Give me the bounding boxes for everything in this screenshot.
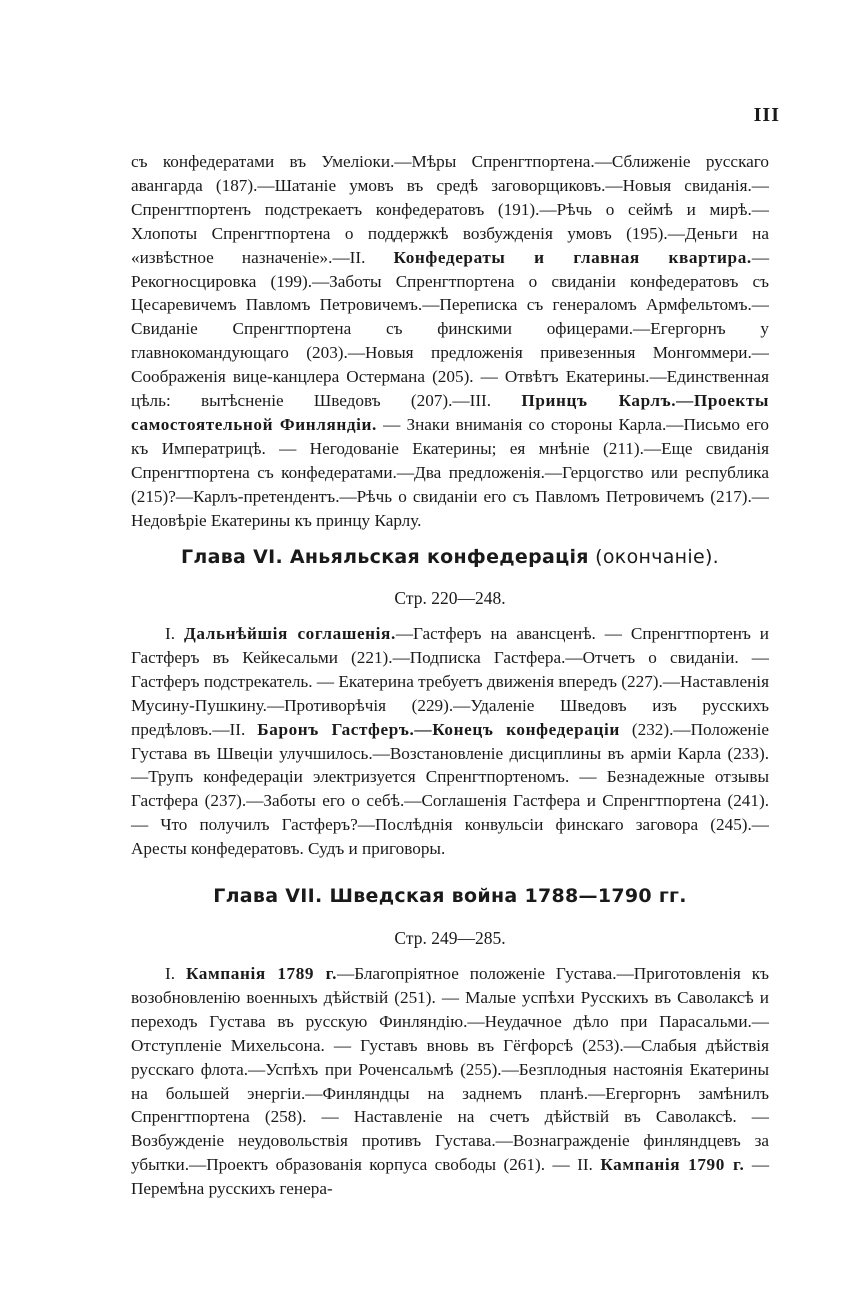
text-segment: съ конфедератами въ Умеліоки.—Мѣры Спренгтпортена.—Сближеніе русскаго авангарда (187).—Шатаніе умовъ въ средѣ заговорщиковъ.—Новыя свиданія.—Спренгтпортенъ подстрекаетъ конфедератовъ (191).—Рѣчь о сеймѣ и мирѣ.—Хлопоты Спренгтпортена о поддержкѣ возбужденія умовъ (195).—Деньги на «извѣстное назначеніе».—II. — [131, 152, 769, 267]
bold-heading-segment: Принцъ Карлъ.—Проекты самостоятельной Финляндіи. — [131, 391, 770, 434]
intro-paragraph — [131, 150, 769, 533]
chapter-6-paragraph — [131, 622, 769, 861]
chapter-7-pages: Стр. 249—285. — [394, 928, 506, 948]
text-segment: —Рекогносцировка (199).—Заботы Спренгтпортена о свиданіи конфедератовъ съ Цесаревичемъ Павломъ Петровичемъ.—Переписка съ генераломъ Армфельтомъ.—Свиданіе Спренгтпортена съ финскими офицерами.—Егергорнъ у главнокомандующаго (203).—Новыя предложенія привезенныя Монгоммери.—Соображенія вице-канцлера Остермана (205). — Отвѣтъ Екатерины.—Единственная цѣль: вытѣсненіе Шведовъ (207).—III. — [131, 247, 769, 411]
text-segment: I. — [165, 624, 184, 643]
text-segment: — Знаки вниманія со стороны Карла.—Письмо его къ Императрицѣ. — Негодованіе Екатерины; ея мнѣніе (211).—Еще свиданія Спренгтпортена съ конфедератами.—Два предложенія.—Герцогство или республика (215)?—Карлъ-претендентъ.—Рѣчь о свиданіи его съ Павломъ Петровичемъ (217).—Недовѣріе Екатерины къ принцу Карлу. — [131, 414, 769, 530]
text-segment: I. — [165, 964, 186, 983]
chapter-7-title — [131, 885, 769, 907]
chapter-6-text — [131, 622, 769, 861]
chapter-6-title-suffix: (окончаніе). — [588, 546, 720, 568]
chapter-6-title — [131, 546, 769, 568]
bold-heading-segment: Баронъ Гастферъ.—Конецъ конфедераціи — [257, 719, 620, 739]
page-number: III — [753, 104, 780, 126]
chapter-6-pages: Стр. 220—248. — [394, 588, 506, 608]
chapter-7-paragraph — [131, 962, 769, 1201]
text-segment: (232).—Положеніе Густава въ Швеціи улучшилось.—Возстановленіе дисциплины въ арміи Карла (233).—Трупъ конфедераціи электризуется Спренгтпортеномъ. — Безнадежные отзывы Гастфера (237).—Заботы его о себѣ.—Соглашенія Гастфера и Спренгтпортена (241). — Что получилъ Гастферъ?—Послѣднія конвульсіи финскаго заговора (245).—Аресты конфедератовъ. Судъ и приговоры. — [131, 719, 769, 859]
text-segment: —Благопріятное положеніе Густава.—Приготовленія къ возобновленію военныхъ дѣйствій (251). — Малые успѣхи Русскихъ въ Саволаксѣ и переходъ Густава въ русскую Финляндію.—Неудачное дѣло при Парасальми.—Отступленіе Михельсона. — Густавъ вновь въ Гёгфорсѣ (253).—Слабыя дѣйствія русскаго флота.—Успѣхъ при Роченсальмѣ (255).—Безплодныя настоянія Екатерины на большей энергіи.—Финляндцы на заднемъ планѣ.—Егергорнъ замѣнилъ Спренгтпортена (258). — Наставленіе на счетъ дѣйствій въ Саволаксѣ. — Возбужденіе неудовольствія противъ Густава.—Вознагражденіе финляндцевъ за убытки.—Проектъ образованія корпуса свободы (261). — II. — [131, 964, 769, 1175]
intro-text — [131, 150, 769, 533]
chapter-7-title-main: Глава VII. Шведская война 1788—1790 гг. — [213, 885, 687, 907]
chapter-6-title-main: Глава VI. Аньяльская конфедерація — [180, 546, 589, 568]
bold-heading-segment: Дальнѣйшія соглашенія. — [183, 624, 396, 643]
text-segment: —Гастферъ на авансценѣ. — Спренгтпортенъ и Гастферъ въ Кейкесальми (221).—Подписка Гастфера.—Отчетъ о свиданіи. — Гастферъ подстрекатель. — Екатерина требуетъ движенія впередъ (227).—Наставленія Мусину-Пушкину.—Противорѣчія (229).—Удаленіе Шведовъ изъ русскихъ предѣловъ.—II. — [131, 624, 769, 739]
bold-heading-segment: Конфедераты и главная квартира. — [393, 247, 752, 267]
bold-heading-segment: Кампанія 1789 г. — [185, 964, 337, 983]
chapter-7-text — [131, 962, 769, 1201]
bold-heading-segment: Кампанія 1790 г. — [600, 1155, 745, 1175]
text-segment: — Перемѣна русскихъ генера- — [131, 1155, 770, 1199]
